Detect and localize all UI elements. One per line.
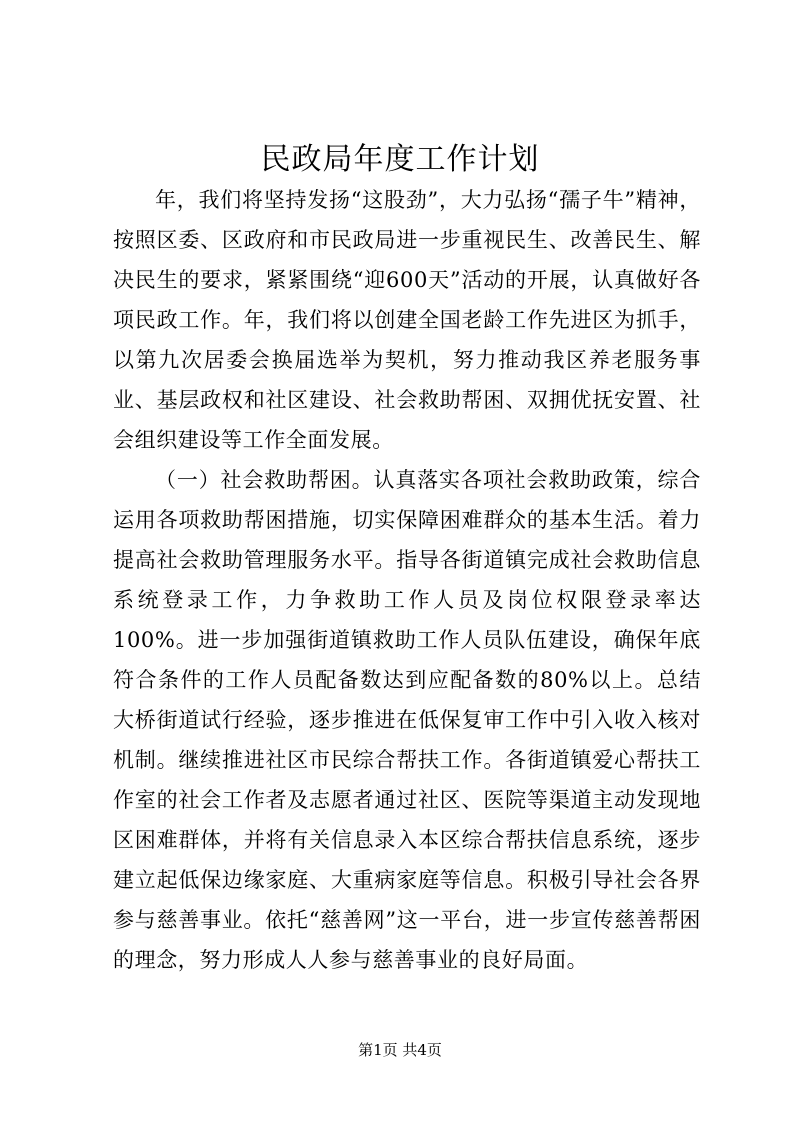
document-body: [113, 180, 701, 980]
document-title: 民政局年度工作计划: [260, 142, 540, 177]
paragraph-social-assistance: （一）社会救助帮困。认真落实各项社会救助政策，综合运用各项救助帮困措施，切实保障困难群众的基本生活。着力提高社会救助管理服务水平。指导各街道镇完成社会救助信息系统登录工作，力争救助工作人员及岗位权限登录率达100%。进一步加强街道镇救助工作人员队伍建设，确保年底符合条件的工作人员配备数达到应配备数的80%以上。总结大桥街道试行经验，逐步推进在低保复审工作中引入收入核对机制。继续推进社区市民综合帮扶工作。各街道镇爱心帮扶工作室的社会工作者及志愿者通过社区、医院等渠道主动发现地区困难群体，并将有关信息录入本区综合帮扶信息系统，逐步建立起低保边缘家庭、大重病家庭等信息。积极引导社会各界参与慈善事业。依托“慈善网”这一平台，进一步宣传慈善帮困的理念，努力形成人人参与慈善事业的良好局面。: [113, 468, 701, 972]
page-footer: 第1页 共4页: [358, 1041, 442, 1059]
paragraph-intro: 年，我们将坚持发扬“这股劲”，大力弘扬“孺子牛”精神，按照区委、区政府和市民政局进一步重视民生、改善民生、解决民生的要求，紧紧围绕“迎600天”活动的开展，认真做好各项民政工作。年，我们将以创建全国老龄工作先进区为抓手，以第九次居委会换届选举为契机，努力推动我区养老服务事业、基层政权和社区建设、社会救助帮困、双拥优抚安置、社会组织建设等工作全面发展。: [113, 188, 701, 452]
